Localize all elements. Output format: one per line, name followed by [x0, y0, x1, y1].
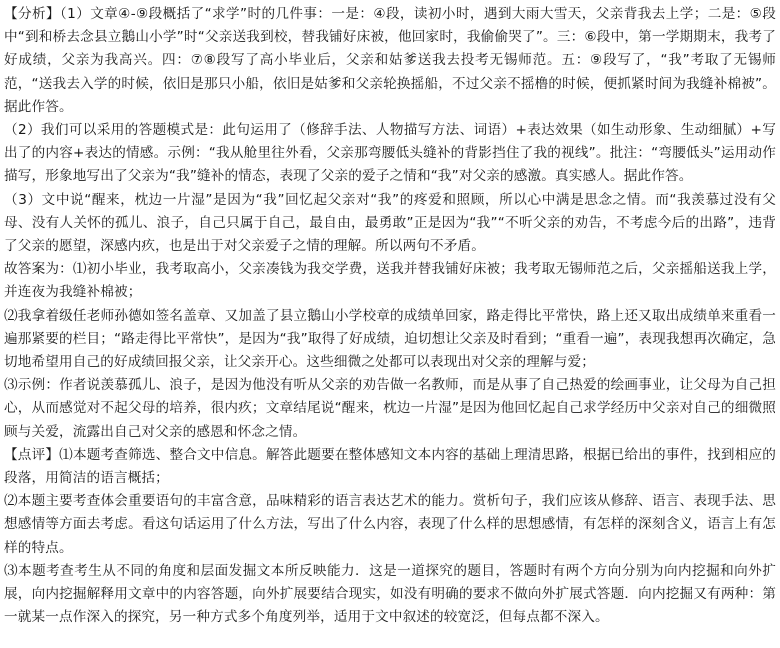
- analysis-paragraph-2: （2）我们可以采用的答题模式是：此句运用了（修辞手法、人物描写方法、词语）+表达效果（如生动形象、生动细腻）+写出了的内容+表达的情感。示例：“我从舱里往外看，父亲那弯腰低头缝补的背影挡住了我的视线”。批注：“弯腰低头”运用动作描写，形象地写出了父亲为“我”缝补的情态，表现了父亲的爱子之情和“我”对父亲的感激。真实感人。据此作答。: [4, 122, 776, 185]
- answer-paragraph-3: ⑶示例：作者说羡慕孤儿、浪子，是因为他没有听从父亲的劝告做一名教师，而是从事了自己热爱的绘画事业，让父母为自己担心，从而感觉对不起父母的培养，很内疚；文章结尾说“醒来，枕边一片湿”是因为他回忆起自己求学经历中父亲对自己的细微照顾与关爱，流露出自己对父亲的感恩和怀念之情。: [4, 377, 776, 440]
- comment-paragraph-2: ⑵本题主要考查体会重要语句的丰富含意，品味精彩的语言表达艺术的能力。赏析句子，我们应该从修辞、语言、表现手法、思想感情等方面去考虑。看这句话运用了什么方法，写出了什么内容，表现了什么样的思想感情，有怎样的深刻含义，语言上有怎样的特点。: [4, 493, 776, 556]
- analysis-heading: 【分析】: [4, 6, 60, 22]
- analysis-text-1: （1）文章④-⑨段概括了“求学”时的几件事：一是：④段，读初小时，遇到大雨大雪天，父亲背我去上学；二是：⑤段中“到和桥去念县立鵝山小学”时“父亲送我到校，替我铺好床被，他回家时，我偷偷哭了”。三：⑥段中，第一学期期末，我考了好成绩，父亲为我高兴。四：⑦⑧段写了高小毕业后，父亲和姑爹送我去投考无锡师范。五：⑨段写了，“我”考取了无锡师范，“送我去入学的时候，依旧是那只小船，依旧是姑爹和父亲轮换摇船，不过父亲不摇橹的时候，便抓紧时间为我缝补棉被”。据此作答。: [4, 6, 776, 115]
- comment-paragraph-1: [4, 444, 776, 490]
- comment-paragraph-3: ⑶本题考查考生从不同的角度和层面发掘文本所反映能力．这是一道探究的题目，答题时有两个方向分别为向内挖掘和向外扩展，向内挖掘解释用文章中的内容答题，向外扩展要结合现实，如没有明确的要求不做向外扩展式答题．向内挖掘又有两种：第一就某一点作深入的探究，另一种方式多个角度列举，适用于文中叙述的较宽泛，但每点都不深入。: [4, 562, 776, 626]
- answer-paragraph-2: ⑵我拿着级任老师孙德如签名盖章、又加盖了县立鵝山小学校章的成绩单回家，路走得比平常快，路上还又取出成绩单来重看一遍那紧要的栏目；“路走得比平常快”，是因为“我”取得了好成绩，迫切想让父亲及时看到；“重看一遍”，表现我想再次确定，急切地希望用自己的好成绩回报父亲，让父亲开心。这些细微之处都可以表现出对父亲的理解与爱；: [4, 307, 776, 371]
- comment-text-1: ⑴本题考查筛选、整合文中信息。解答此题要在整体感知文本内容的基础上理清思路，根据已给出的事件，找到相应的段落，用简洁的语言概括；: [4, 446, 777, 487]
- answer-paragraph-1: 故答案为：⑴初小毕业，我考取高小，父亲凑钱为我交学费，送我并替我铺好床被；我考取无锡师范之后，父亲摇船送我上学，并连夜为我缝补棉被；: [4, 261, 776, 301]
- comment-heading: 【点评】: [4, 446, 60, 463]
- analysis-paragraph-3: （3）文中说“醒来，枕边一片湿”是因为“我”回忆起父亲对“我”的疼爱和照顾，所以心中满是思念之情。而“我羡慕过没有父母、没有人关怀的孤儿、浪子，自己只属于自己，最自由，最勇敢”正是因为“我”“不听父亲的劝告，不考虑今后的出路”，违背了父亲的愿望，深感内疚，也是出于对父亲爱子之情的理解。所以两句不矛盾。: [4, 191, 776, 255]
- analysis-paragraph-1: [4, 3, 776, 119]
